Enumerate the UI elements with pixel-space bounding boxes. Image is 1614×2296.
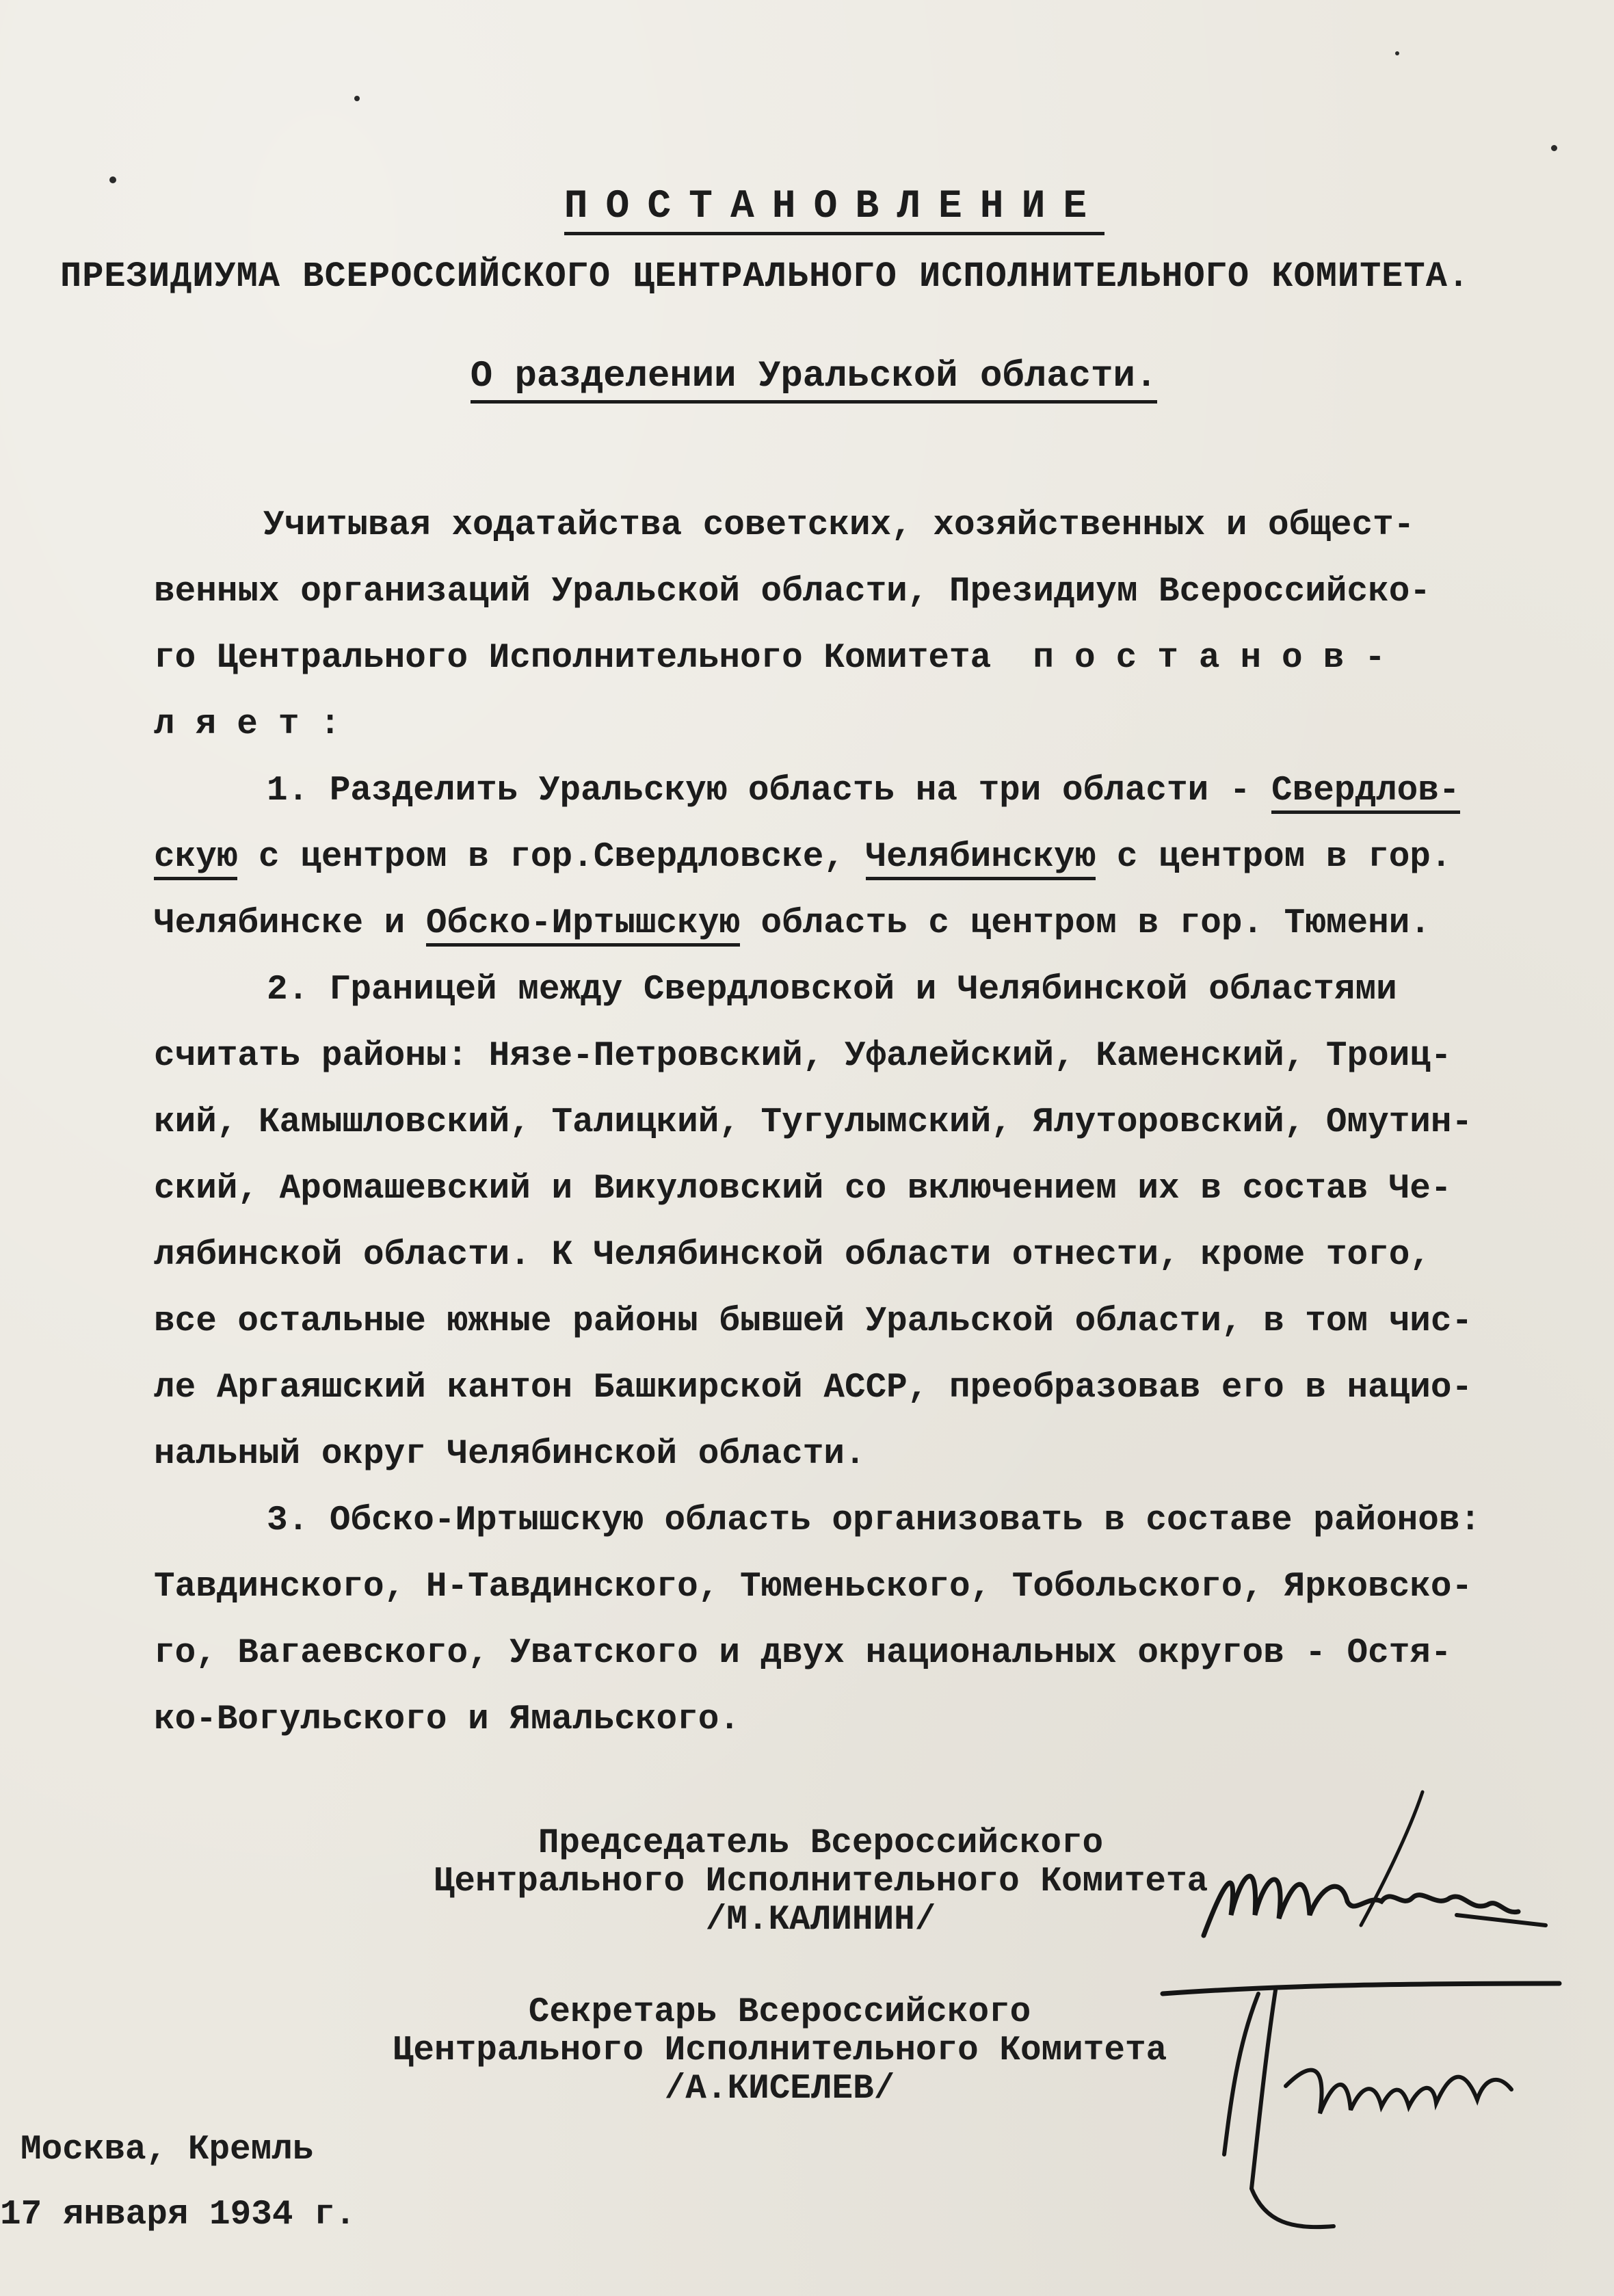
- document-date: 17 января 1934 г.: [0, 2195, 356, 2234]
- secretary-signature-block: [335, 1994, 1224, 2109]
- document-place: Москва, Кремль: [21, 2130, 314, 2169]
- secretary-title-line: Центрального Исполнительного Комитета: [392, 2031, 1167, 2070]
- document-body: [154, 492, 1563, 1753]
- item-3-line: Тавдинского, Н-Тавдинского, Тюменьского, Тобольского, Ярковско-: [154, 1568, 1473, 1607]
- chairman-handwritten-signature: [1176, 1778, 1559, 1983]
- item-2-line: лябинской области. К Челябинской области отнести, кроме того,: [154, 1236, 1431, 1275]
- chairman-title-line: Центрального Исполнительного Комитета: [433, 1862, 1208, 1901]
- paper-speck: [354, 96, 360, 101]
- item-3-line: 3. Обско-Иртышскую область организовать в составе районов:: [267, 1501, 1481, 1540]
- item-1-line: Челябинске и Обско-Иртышскую область с центром в гор. Тюмени.: [154, 890, 1563, 957]
- document-heading: О разделении Уральской области.: [0, 356, 1614, 397]
- item-3-line: ко-Вогульского и Ямальского.: [154, 1700, 740, 1739]
- preamble-spaced-word: постанов-: [1033, 639, 1406, 678]
- preamble-line: ляет:: [154, 705, 362, 744]
- paper-speck: [1395, 51, 1399, 55]
- secretary-title-line: Секретарь Всероссийского: [528, 1993, 1031, 2032]
- chairman-title-line: Председатель Всероссийского: [538, 1824, 1104, 1863]
- chairman-name: /М.КАЛИНИН/: [705, 1901, 936, 1940]
- document-subtitle: ПРЕЗИДИУМА ВСЕРОССИЙСКОГО ЦЕНТРАЛЬНОГО ИСПОЛНИТЕЛЬНОГО КОМИТЕТА.: [60, 256, 1470, 297]
- preamble-line: Учитывая ходатайства советских, хозяйственных и общест-: [263, 506, 1415, 545]
- chairman-signature-block: [383, 1825, 1258, 1940]
- item-2-line: кий, Камышловский, Талицкий, Тугулымский, Ялуторовский, Омутин-: [154, 1103, 1473, 1142]
- paper-speck: [109, 176, 116, 183]
- item-2-line: все остальные южные районы бывшей Уральской области, в том чис-: [154, 1302, 1473, 1341]
- item-3-line: го, Вагаевского, Уватского и двух национальных округов - Остя-: [154, 1634, 1452, 1673]
- preamble-line: венных организаций Уральской области, Президиум Всероссийско-: [154, 572, 1431, 611]
- item-2-line: нальный округ Челябинской области.: [154, 1435, 866, 1474]
- document-title: ПОСТАНОВЛЕНИЕ: [0, 185, 1614, 229]
- preamble-line: го Центрального Исполнительного Комитета постанов-: [154, 639, 1406, 678]
- item-2-line: ский, Аромашевский и Викуловский со включением их в состав Че-: [154, 1170, 1452, 1209]
- paper-speck: [1551, 145, 1557, 151]
- item-2-line: 2. Границей между Свердловской и Челябинской областями: [267, 971, 1397, 1010]
- item-2-line: считать районы: Нязе-Петровский, Уфалейский, Каменский, Троиц-: [154, 1037, 1452, 1076]
- item-2-line: ле Аргаяшский кантон Башкирской АССР, преобразовав его в нацио-: [154, 1369, 1473, 1408]
- secretary-name: /А.КИСЕЛЕВ/: [664, 2070, 895, 2109]
- item-1-line: 1. Разделить Уральскую область на три области - Свердлов-: [154, 758, 1563, 824]
- secretary-handwritten-signature: [1156, 1963, 1580, 2250]
- item-1-line: скую с центром в гор.Свердловске, Челябинскую с центром в гор.: [154, 824, 1563, 890]
